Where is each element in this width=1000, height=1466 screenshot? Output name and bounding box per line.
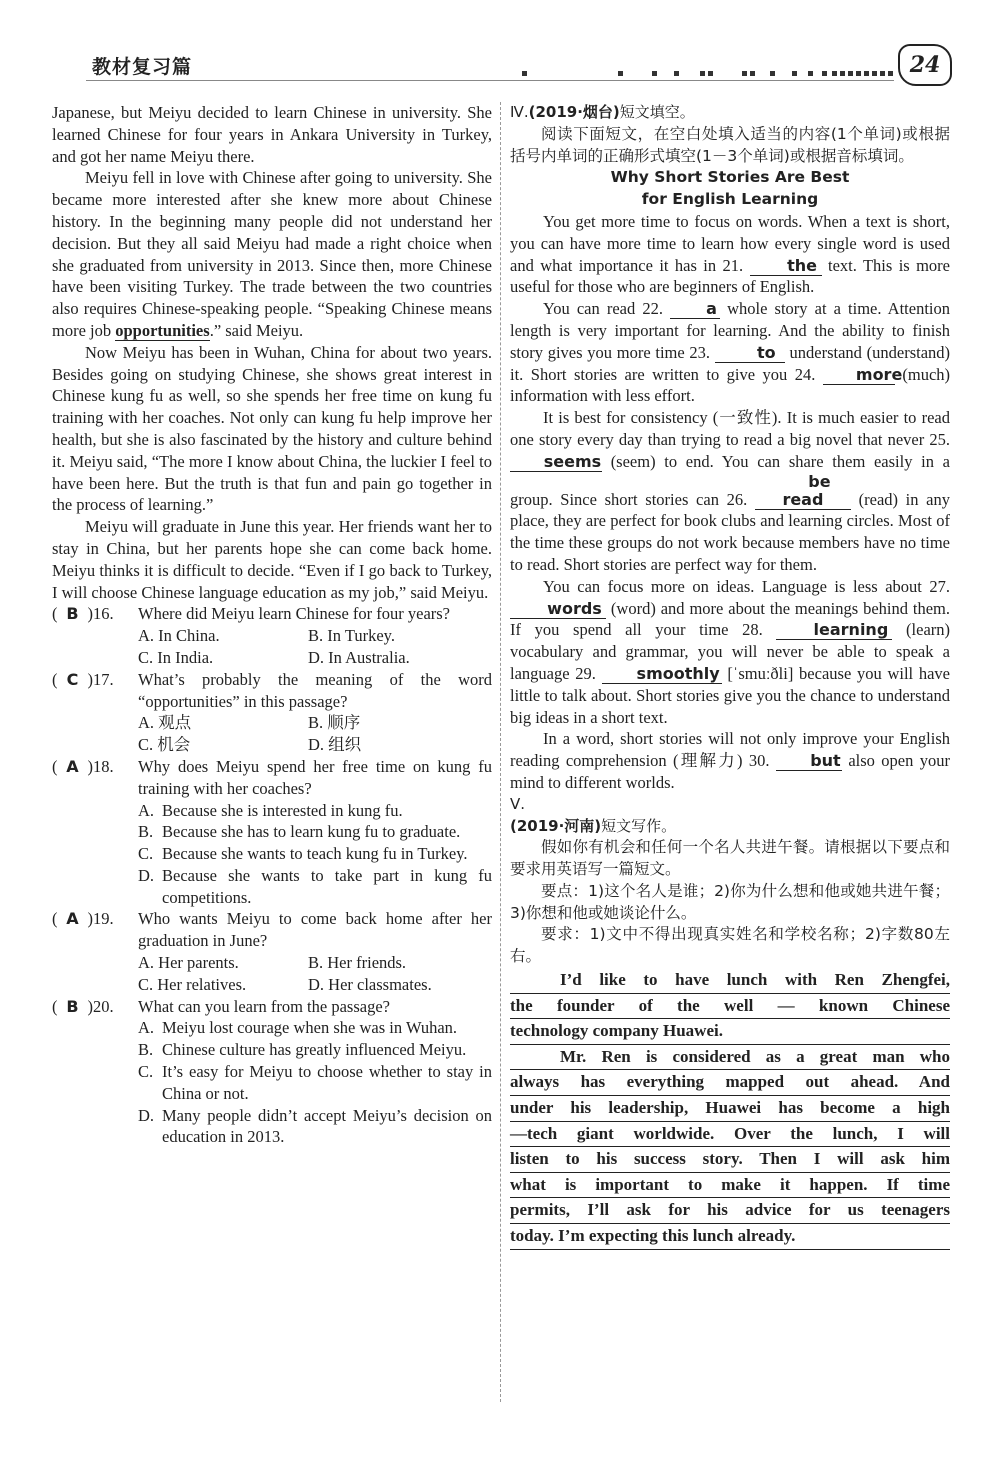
question-18: ( A )18. Why does Meiyu spend her free time on kung fu training with her coaches? A. Because she is interested in kung fu. B. Because she has to learn kung fu to graduate. C. Because she wants to teach kung fu in Turkey. D. Because she wants to take part in kung fu competitions. (52, 756, 492, 907)
option: B. 顺序 (308, 713, 361, 733)
essay-line: the founder of the well — known Chinese (510, 994, 950, 1020)
option: C. Her relatives. (138, 974, 247, 994)
answer-blank-28: learning (776, 621, 892, 640)
option: A. 观点 (138, 713, 192, 733)
option: Because she wants to take part in kung fu competitions. (162, 865, 492, 907)
page-header (0, 0, 1000, 92)
essay-line: Mr. Ren is considered as a great man who (510, 1045, 950, 1071)
section-title: 教材复习篇 (92, 56, 193, 78)
section-5-instructions: 假如你有机会和任何一个名人共进午餐。请根据以下要点和要求用英语写一篇短文。 (510, 838, 950, 879)
option: Many people didn’t accept Meiyu’s decision on education in 2013. (162, 1105, 492, 1147)
passage-paragraph: You can focus more on ideas. Language is less about 27. words (word) and more about the meanings behind them. If you spend all your time 28. learning (learn) vocabulary and grammar, you will never be able to speak a language 29. smoothly [ˈsmuːðli] because you will have little to talk about. Short stories give you the chance to understand big ideas in a short text. (510, 576, 951, 727)
option: C. In India. (138, 647, 214, 667)
question-text: Why does Meiyu spend her free time on kung fu training with her coaches? (138, 756, 492, 798)
answer-mark: C (66, 669, 79, 689)
passage-title: Why Short Stories Are Best (610, 168, 850, 187)
underlined-word: opportunities (115, 320, 210, 340)
passage-paragraph: Japanese, but Meiyu decided to learn Chinese in university. She learned Chinese for four years in Ankara University in Turkey, and got her name Meiyu there. (52, 103, 492, 166)
question-text: What’s probably the meaning of the word “opportunities” in this passage? (138, 669, 492, 711)
passage-paragraph: You can read 22. a whole story at a time. Attention length is very important for learning. And the ability to finish story gives you more time 23. to understand (understand) it. Short stories are written to give you 24. more (much) information with less effort. (510, 299, 951, 406)
essay-line: permits, I’ll ask for his advice for us teenagers (510, 1198, 950, 1224)
section-4-instructions: 阅读下面短文，在空白处填入适当的内容(1个单词)或根据括号内单词的正确形式填空(1－3个单词)或根据音标填词。 (510, 124, 950, 165)
page-number: 24 (898, 44, 952, 86)
passage-paragraph: Meiyu will graduate in June this year. Her friends want her to stay in China, but her parents hope she can come back home. Meiyu thinks it is difficult to decide. “Even if I go back to Turkey, I will choose Chinese language education as my job,” said Meiyu. (52, 517, 492, 602)
answer-mark: A (66, 909, 79, 929)
answer-blank-26: be read (755, 473, 851, 510)
option: It’s easy for Meiyu to choose whether to stay in China or not. (162, 1062, 492, 1103)
section-5-points: 要点：1)这个名人是谁；2)你为什么想和他或她共进午餐；3)你想和他或她谈论什么。 (510, 881, 950, 922)
section-4-heading: Ⅳ.(2019·烟台)短文填空。 (510, 103, 695, 121)
option: Because she has to learn kung fu to graduate. (162, 822, 461, 842)
right-column (510, 102, 950, 1250)
answer-blank-29: smoothly (602, 665, 722, 684)
essay-line: always has everything mapped out ahead. And (510, 1070, 950, 1096)
option: D. 组织 (308, 735, 362, 755)
passage-paragraph: Meiyu fell in love with Chinese after going to university. She became more interested after she knew more about Chinese history. In the beginning many people did not understand her decision. But they all said Meiyu had made a right choice when she graduated from university in 2013. Since then, more Chinese have been visiting Turkey. The trade between the two countries also requires Chinese-speaking people. “Speaking Chinese means more job opportunities.” said Meiyu. (52, 168, 492, 340)
answer-blank-21: the (750, 257, 822, 276)
option: Meiyu lost courage when she was in Wuhan. (162, 1018, 458, 1038)
question-text: Where did Meiyu learn Chinese for four years? (138, 604, 451, 624)
essay-line: technology company Huawei. (510, 1019, 950, 1045)
option: D. In Australia. (308, 647, 410, 667)
answer-blank-22: a (670, 300, 720, 319)
option: A. Her parents. (138, 953, 239, 973)
passage-paragraph: You get more time to focus on words. When a text is short, you can have more time to learn how every single word is used and what importance it has in 21. the text. This is more useful for those who are beginners of English. (510, 211, 951, 297)
option: B. Her friends. (308, 953, 407, 973)
essay-answer (510, 968, 950, 1250)
answer-blank-25: seems (510, 453, 602, 472)
essay-line: I’d like to have lunch with Ren Zhengfei, (510, 968, 950, 994)
option: Because she wants to teach kung fu in Turkey. (162, 844, 468, 864)
option: B. In Turkey. (308, 626, 395, 646)
option: Chinese culture has greatly influenced Meiyu. (162, 1040, 467, 1060)
answer-blank-24: more (823, 366, 895, 385)
question-text: What can you learn from the passage? (138, 996, 390, 1016)
option: D. Her classmates. (308, 974, 432, 994)
question-19: ( A )19. Who wants Meiyu to come back home after her graduation in June? A. Her parents. B. Her friends. C. Her relatives. D. Her classmates. (52, 909, 492, 994)
section-5-requirements: 要求：1)文中不得出现真实姓名和学校名称；2)字数80左右。 (510, 925, 950, 966)
left-column (52, 102, 492, 1148)
passage-paragraph: Now Meiyu has been in Wuhan, China for about two years. Besides going on studying Chinese, she shows great interest in Chinese kung fu as well, so she spends her free time on kung fu training with her coaches. Not only can kung fu help improve her health, but she is also fascinated by the history and culture behind it. Meiyu said, “The more I know about China, the luckier I feel to have been here. But the truth is that fun and pain go together in the process of learning.” (52, 342, 492, 515)
question-20: ( B )20. What can you learn from the passage? A. Meiyu lost courage when she was in Wuhan. B. Chinese culture has greatly influenced Meiyu. C. It’s easy for Meiyu to choose whether to stay in China or not. D. Many people didn’t accept Meiyu’s decision on education in 2013. (52, 996, 492, 1147)
passage-title: for English Learning (641, 190, 819, 209)
option: C. 机会 (138, 735, 191, 755)
question-text: Who wants Meiyu to come back home after her graduation in June? (138, 909, 492, 951)
answer-blank-30: but (776, 752, 842, 771)
passage-paragraph: It is best for consistency (一致性). It is much easier to read one story every day than trying to read a big novel that never 25. seems (seem) to end. You can share them easily in a group. Since short stories can 26. be read (read) in any place, they are perfect for book clubs and learning circles. Most of the time these groups do not work because members have no time to read. Short stories are perfect way for them. (510, 408, 951, 574)
section-5-heading: (2019·河南)短文写作。 (510, 816, 677, 835)
section-5-label: Ⅴ. (510, 794, 526, 813)
question-17: ( C )17. What’s probably the meaning of the word “opportunities” in this passage? A. 观点 B. 顺序 C. 机会 D. 组织 (52, 669, 492, 755)
essay-line: what is important to make it happen. If time (510, 1173, 950, 1199)
answer-mark: B (66, 604, 79, 624)
option: A. In China. (138, 626, 220, 646)
essay-line: —tech giant worldwide. Over the lunch, I will (510, 1122, 950, 1148)
header-decoration (522, 71, 892, 81)
answer-mark: A (66, 756, 79, 776)
answer-mark: B (66, 996, 79, 1016)
column-separator (500, 102, 501, 1402)
passage-paragraph: In a word, short stories will not only improve your English reading comprehension (理解力) 30. but also open your mind to different worlds. (510, 729, 951, 792)
essay-line: listen to his success story. Then I will ask him (510, 1147, 950, 1173)
answer-blank-23: to (715, 344, 785, 363)
essay-line: today. I’m expecting this lunch already. (510, 1224, 950, 1250)
option: Because she is interested in kung fu. (162, 800, 403, 820)
question-16: ( B )16. Where did Meiyu learn Chinese for four years? A. In China. B. In Turkey. C. In India. D. In Australia. (52, 603, 492, 668)
answer-blank-27: words (510, 600, 606, 619)
essay-line: under his leadership, Huawei has become a high (510, 1096, 950, 1122)
